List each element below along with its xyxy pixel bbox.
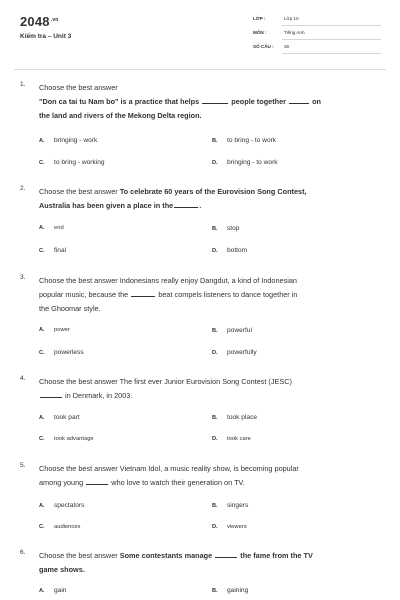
option-letter: B.	[212, 138, 218, 144]
answer-blank	[86, 484, 108, 485]
option-letter: A.	[39, 138, 45, 144]
question-number: 6.	[20, 549, 26, 556]
question-fragment: .	[199, 200, 202, 210]
option-letter: B.	[212, 503, 218, 509]
meta-divider	[282, 53, 381, 54]
option-letter: A.	[39, 503, 45, 509]
question-5	[20, 462, 380, 542]
meta-subject-label: MÔN :	[253, 30, 267, 35]
option-text: end	[54, 225, 64, 231]
answer-blank	[131, 296, 155, 297]
option-letter: D.	[212, 524, 218, 530]
option-letter: D.	[212, 160, 218, 166]
question-line: Choose the best answer Vietnam Idol, a music reality show, is becoming popular	[39, 464, 299, 473]
option-a[interactable]	[39, 414, 80, 421]
question-line	[39, 549, 370, 563]
question-line	[39, 185, 370, 199]
question-number: 4.	[20, 375, 26, 382]
option-letter: C.	[39, 524, 45, 530]
option-c[interactable]	[39, 159, 105, 166]
option-b[interactable]	[212, 225, 239, 232]
question-fragment: the fame from the TV	[240, 551, 313, 560]
question-fragment: on	[312, 96, 321, 106]
option-letter: C.	[39, 248, 45, 254]
option-text: powerless	[54, 349, 84, 356]
option-d[interactable]	[212, 247, 247, 254]
meta-class-label: LỚP :	[253, 16, 266, 21]
question-number: 2.	[20, 185, 26, 192]
option-a[interactable]	[39, 225, 64, 231]
option-c[interactable]	[39, 247, 66, 254]
question-fragment: "Don ca tai tu Nam bo" is a practice that helps	[39, 96, 200, 106]
question-4	[20, 375, 380, 455]
option-text: bottom	[227, 247, 248, 254]
option-letter: B.	[212, 588, 218, 594]
option-a[interactable]	[39, 587, 66, 594]
option-text: took care	[227, 436, 251, 442]
option-text: bringing - to work	[227, 159, 278, 166]
question-line: Choose the best answer Indonesians really enjoy Dangdut, a kind of Indonesian	[39, 276, 297, 285]
option-letter: B.	[212, 415, 218, 421]
option-letter: A.	[39, 588, 45, 594]
question-text	[39, 81, 370, 122]
option-c[interactable]	[39, 436, 94, 442]
option-a[interactable]	[39, 502, 84, 509]
question-line: Choose the best answer	[39, 83, 118, 92]
question-line: the Ghoomar style.	[39, 303, 101, 313]
meta-class	[253, 14, 381, 26]
option-text: spectators	[54, 502, 85, 509]
question-number: 3.	[20, 274, 26, 281]
question-fragment: people together	[231, 96, 286, 106]
question-line	[39, 389, 370, 403]
question-text	[39, 375, 370, 403]
meta-count-value: 38	[284, 44, 290, 49]
meta-count-label: SỐ CÂU :	[253, 44, 274, 49]
question-1	[20, 81, 380, 176]
option-letter: D.	[212, 350, 218, 356]
question-line	[39, 95, 370, 109]
option-a[interactable]	[39, 327, 70, 333]
meta-class-value: Lớp 10	[284, 16, 299, 21]
answer-blank	[215, 557, 237, 558]
question-fragment: who love to watch their generation on TV.	[111, 477, 245, 487]
option-letter: D.	[212, 248, 218, 254]
option-text: to bring - working	[54, 159, 105, 166]
option-text: gain	[54, 587, 67, 594]
option-d[interactable]	[212, 349, 257, 356]
option-letter: B.	[212, 328, 218, 334]
question-2	[20, 185, 380, 265]
option-c[interactable]	[39, 349, 84, 356]
meta-divider	[282, 25, 381, 26]
option-c[interactable]	[39, 524, 80, 530]
option-text: took place	[227, 414, 258, 421]
option-text: powerfully	[227, 349, 257, 356]
option-d[interactable]	[212, 436, 251, 442]
question-fragment: To celebrate 60 years of the Eurovision Song Contest,	[119, 187, 307, 196]
question-line	[39, 199, 370, 213]
question-text	[39, 185, 370, 213]
site-logo[interactable]	[20, 14, 59, 29]
option-b[interactable]	[212, 587, 248, 594]
answer-blank	[289, 103, 309, 104]
option-letter: B.	[212, 226, 218, 232]
answer-blank	[40, 397, 62, 398]
question-fragment: popular music, because the	[39, 289, 129, 299]
option-letter: A.	[39, 225, 45, 231]
meta-subject-value: Tiếng Anh	[284, 30, 305, 35]
logo-text: 2048	[20, 14, 50, 29]
question-fragment: in Denmark, in 2003.	[65, 390, 133, 400]
question-fragment: Choose the best answer	[39, 187, 118, 196]
option-d[interactable]	[212, 159, 278, 166]
question-fragment: Choose the best answer	[39, 551, 118, 560]
question-fragment: Australia has been given a place in the	[39, 200, 174, 210]
option-letter: A.	[39, 327, 45, 333]
question-line: the land and rivers of the Mekong Delta region.	[39, 110, 202, 120]
option-letter: C.	[39, 350, 45, 356]
question-line	[39, 288, 370, 302]
option-text: stop	[227, 225, 240, 232]
worksheet-header	[0, 0, 400, 70]
option-b[interactable]	[212, 414, 257, 421]
question-fragment: Some contestants manage	[119, 551, 213, 560]
option-d[interactable]	[212, 524, 247, 530]
option-letter: C.	[39, 160, 45, 166]
option-a[interactable]	[39, 137, 97, 144]
test-title: Kiểm tra – Unit 3	[20, 33, 72, 40]
question-text	[39, 462, 370, 490]
option-text: final	[54, 247, 67, 254]
option-letter: C.	[39, 436, 45, 442]
question-fragment: beat compels listeners to dance together in	[158, 289, 298, 299]
meta-count	[253, 42, 381, 54]
question-line	[39, 476, 370, 490]
option-letter: D.	[212, 436, 218, 442]
answer-blank	[174, 207, 198, 208]
question-6	[20, 549, 380, 600]
question-line: game shows.	[39, 564, 85, 574]
option-text: gaining	[227, 587, 249, 594]
option-text: powerful	[227, 327, 252, 334]
option-text: audiences	[54, 524, 81, 530]
option-text: power	[54, 327, 70, 333]
header-divider	[14, 69, 386, 70]
option-text: viewers	[227, 524, 247, 530]
option-text: took advantage	[54, 436, 94, 442]
option-b[interactable]	[212, 137, 276, 144]
question-text	[39, 274, 370, 315]
meta-subject	[253, 28, 381, 40]
option-text: to bring - to work	[227, 137, 277, 144]
meta-divider	[282, 39, 381, 40]
option-text: took part	[54, 414, 80, 421]
logo-suffix: .vn	[50, 17, 59, 23]
question-text	[39, 549, 370, 577]
option-letter: A.	[39, 415, 45, 421]
question-line: Choose the best answer The first ever Junior Eurovision Song Contest (JESC)	[39, 377, 292, 386]
option-text: singers	[227, 502, 249, 509]
option-b[interactable]	[212, 502, 248, 509]
question-number: 1.	[20, 81, 26, 88]
question-number: 5.	[20, 462, 26, 469]
question-fragment: among young	[39, 477, 84, 487]
option-b[interactable]	[212, 327, 252, 334]
answer-blank	[202, 103, 228, 104]
question-3	[20, 274, 380, 366]
option-text: bringing - work	[54, 137, 98, 144]
